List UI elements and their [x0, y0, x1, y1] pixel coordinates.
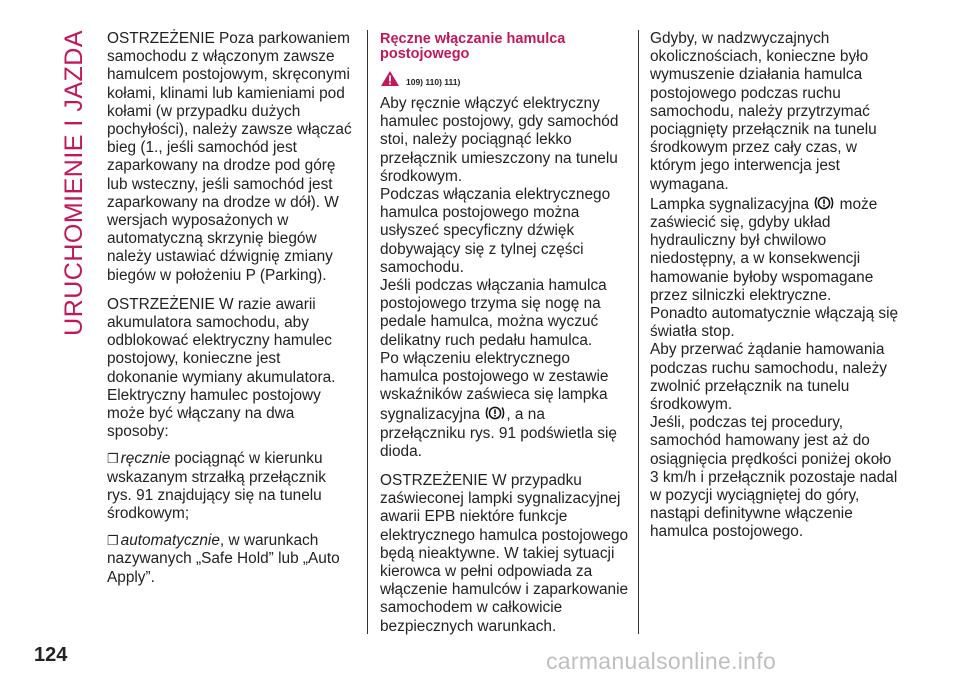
sound-paragraph: Podczas włączania elektrycznego hamulca postojowego można usłyszeć specyficzny dźwięk dobywający się z tylnej części samochodu. — [380, 186, 611, 276]
warning-parking-paragraph: OSTRZEŻENIE Poza parkowaniem samochodu z włączonym zawsze hamulcem postojowym, skręconymi kołami, klinami lub kamieniami pod kołami (w przypadku dużych pochyłości), należy zawsze włączać bieg (1., jeśli samochód jest zaparkowany na drodze pod górę lub wsteczny, jeśli samochód jest zaparkowany na drodze w dół). W wersjach wyposażonych w automatyczną skrzynię biegów należy ustawiać dźwignię zmiany biegów w położeniu P (Parking). — [107, 30, 352, 284]
column-middle — [380, 30, 630, 636]
warning-epb-paragraph: OSTRZEŻENIE W przypadku zaświeconej lampki sygnalizacyjnej awarii EPB niektóre funkcje elektrycznego hamulca postojowego będą nieaktywne. W takiej sytuacji kierowca w pełni odpowiada za włączenie hamulców i zaparkowanie samochodem w całkowicie bezpiecznych warunkach. — [380, 472, 629, 635]
column-divider — [638, 30, 639, 634]
bullet-automatic-term: automatycznie — [120, 532, 220, 550]
emergency-paragraph: Gdyby, w nadzwyczajnych okolicznościach, konieczne było wymuszenie działania hamulca postojowego podczas ruchu samochodu, należy przytrzymać pociągnięty przełącznik na tunelu środkowym przez cały czas, w którym jego interwencja jest wymagana. — [650, 30, 877, 193]
checkbox-bullet-icon: ❐ — [107, 451, 119, 467]
cancel-braking-paragraph: Aby przerwać żądanie hamowania podczas ruchu samochodu, należy zwolnić przełącznik na tunelu środkowym. — [650, 341, 887, 414]
checkbox-bullet-icon: ❐ — [107, 533, 119, 549]
activation-modes-paragraph: Elektryczny hamulec postojowy może być włączany na dwa sposoby: — [107, 386, 321, 441]
final-engagement-paragraph: Jeśli, podczas tej procedury, samochód hamowany jest aż do osiągnięcia prędkości poniżej około 3 km/h i przełącznik pozostaje nadal w pozycji wyciągniętej do góry, nastąpi definitywne włączenie hamulca postojowego. — [650, 414, 898, 541]
manual-apply-paragraph: Aby ręcznie włączyć elektryczny hamulec postojowy, gdy samochód stoi, należy pociągnąć lekko przełącznik umieszczony na tunelu środkowym. — [380, 95, 619, 185]
section-tab — [54, 30, 94, 336]
brake-warning-lamp-icon — [484, 404, 506, 422]
lamp-paragraph-text-b: , a na przełączniku rys. 91 podświetla się dioda. — [380, 406, 617, 460]
column-left — [107, 30, 355, 587]
page-number: 124 — [34, 644, 68, 666]
bullet-manual-term: ręcznie — [120, 450, 171, 468]
warning-triangle-icon — [380, 70, 400, 87]
lamp-hydraulic-text-b: może zaświecić się, gdyby układ hydrauliczny był chwilowo niedostępny, a w konsekwencji hamowanie byłoby wspomagane przez silniczki elektryczne. — [650, 195, 878, 304]
lamp-paragraph-text-a: Po włączeniu elektrycznego hamulca postojowego w zestawie wskaźników zaświeca się lampka sygnalizacyjna — [380, 349, 609, 424]
warning-refs-label: 109) 110) 111) — [406, 77, 461, 87]
column-divider — [367, 30, 368, 634]
pedal-paragraph: Jeśli podczas włączania hamulca postojowego trzyma się nogę na pedale hamulca, można wyczuć delikatny ruch pedału hamulca. — [380, 277, 607, 349]
watermark: carmanualsonline.info — [546, 648, 777, 674]
column-right — [650, 30, 900, 542]
section-tab-label: URUCHOMIENIE I JAZDA — [59, 30, 88, 336]
brake-warning-lamp-icon — [813, 194, 835, 212]
warning-battery-paragraph: OSTRZEŻENIE W razie awarii akumulatora samochodu, aby odblokować elektryczny hamulec postojowy, konieczne jest dokonanie wymiany akumulatora. — [107, 295, 336, 386]
lamp-paragraph — [380, 350, 630, 461]
stop-lights-paragraph: Ponadto automatycznie włączają się światła stop. — [650, 305, 899, 341]
bullet-manual — [107, 450, 355, 523]
section-heading: Ręczne włączanie hamulca postojowego — [380, 31, 566, 62]
lamp-hydraulic-paragraph — [650, 194, 900, 305]
warning-references — [380, 70, 630, 87]
bullet-automatic — [107, 532, 355, 587]
bullet-manual-text: pociągnąć w kierunku wskazanym strzałką przełącznik rys. 91 znajdujący się na tunelu środkowym; — [107, 450, 326, 523]
bullet-automatic-text: , w warunkach nazywanych „Safe Hold” lub „Auto Apply”. — [107, 532, 340, 586]
lamp-hydraulic-text-a: Lampka sygnalizacyjna — [650, 195, 814, 213]
